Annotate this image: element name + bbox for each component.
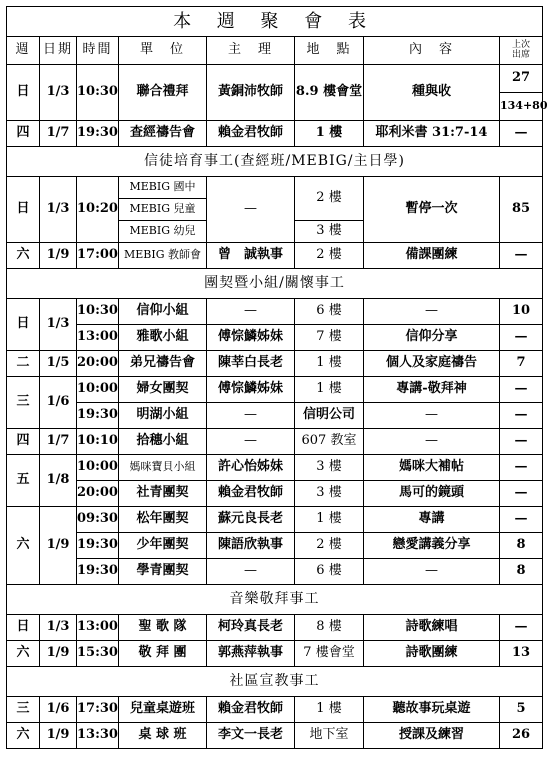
table-cell-place: 1 樓 [295,377,364,403]
table-cell-place: 1 樓 [295,507,364,533]
table-cell-unit: 學青團契 [119,559,207,585]
table-cell-attendance: 7 [500,351,543,377]
table-cell-date: 1/7 [40,429,77,455]
table-cell-time: 10:10 [77,429,119,455]
table-cell-unit: 拾穗小組 [119,429,207,455]
table-cell-host: 許心怡姊妹 [207,455,295,481]
section-heading-community: 社區宣教事工 [7,667,543,697]
table-cell-time: 19:30 [77,403,119,429]
table-cell-unit: 聯合禮拜 [119,65,207,121]
table-cell-content: 暫停一次 [364,177,500,243]
table-cell-place: 6 樓 [295,299,364,325]
table-cell-day: 日 [7,177,40,243]
table-cell-attendance: — [500,507,543,533]
table-cell-time: 13:00 [77,615,119,641]
table-cell-attendance: 134+80 [500,93,543,121]
table-cell-time: 20:00 [77,351,119,377]
table-cell-date: 1/9 [40,723,77,749]
table-cell-time: 13:00 [77,325,119,351]
table-cell-unit: 弟兄禱告會 [119,351,207,377]
table-cell-time: 10:00 [77,455,119,481]
header-date: 日期 [40,37,77,65]
table-cell-unit: 婦女團契 [119,377,207,403]
table-cell-attendance: — [500,377,543,403]
table-cell-time: 10:20 [77,177,119,243]
table-cell-unit: 查經禱告會 [119,121,207,147]
table-cell-attendance: 26 [500,723,543,749]
table-cell-day: 日 [7,615,40,641]
table-cell-content: 媽咪大補帖 [364,455,500,481]
table-cell-day: 四 [7,429,40,455]
table-cell-attendance: 5 [500,697,543,723]
table-cell-date: 1/6 [40,697,77,723]
table-cell-place: 信明公司 [295,403,364,429]
table-cell-place: 3 樓 [295,221,364,243]
header-day: 週 [7,37,40,65]
section-heading-fellowship: 團契暨小組/關懷事工 [7,269,543,299]
table-cell-time: 13:30 [77,723,119,749]
header-host: 主 理 [207,37,295,65]
table-cell-day: 三 [7,697,40,723]
header-time: 時間 [77,37,119,65]
table-cell-place: 2 樓 [295,243,364,269]
table-cell-day: 六 [7,243,40,269]
table-cell-content: — [364,559,500,585]
table-cell-unit: 松年團契 [119,507,207,533]
table-cell-day: 五 [7,455,40,507]
table-cell-date: 1/3 [40,615,77,641]
table-cell-date: 1/3 [40,177,77,243]
table-cell-attendance: 13 [500,641,543,667]
table-cell-time: 17:30 [77,697,119,723]
table-cell-unit: MEBIG 兒童 [119,199,207,221]
table-cell-date: 1/6 [40,377,77,429]
table-cell-place: 3 樓 [295,481,364,507]
table-cell-host: 郭燕萍執事 [207,641,295,667]
table-cell-content: 授課及練習 [364,723,500,749]
table-cell-time: 09:30 [77,507,119,533]
table-cell-host: 賴金君牧師 [207,697,295,723]
header-unit: 單 位 [119,37,207,65]
table-cell-date: 1/9 [40,641,77,667]
table-cell-time: 15:30 [77,641,119,667]
table-cell-attendance: — [500,243,543,269]
table-cell-attendance: — [500,325,543,351]
table-cell-place: 7 樓會堂 [295,641,364,667]
table-cell-place: 2 樓 [295,177,364,221]
table-cell-day: 三 [7,377,40,429]
table-cell-unit: MEBIG 教師會 [119,243,207,269]
section-heading-education: 信徒培育事工(查經班/MEBIG/主日學) [7,147,543,177]
table-cell-host: — [207,299,295,325]
table-cell-host: 陳語欣執事 [207,533,295,559]
table-cell-day: 四 [7,121,40,147]
table-cell-host: 蘇元良長老 [207,507,295,533]
table-cell-host: — [207,559,295,585]
table-cell-unit: 少年團契 [119,533,207,559]
table-cell-host: 曾 誠執事 [207,243,295,269]
table-cell-content: 戀愛講義分享 [364,533,500,559]
table-cell-unit: 明湖小組 [119,403,207,429]
table-cell-place: 8.9 樓會堂 [295,65,364,121]
table-cell-time: 10:30 [77,299,119,325]
page-title: 本 週 聚 會 表 [7,7,543,37]
table-cell-place: 1 樓 [295,697,364,723]
table-cell-host: — [207,177,295,243]
table-cell-time: 20:00 [77,481,119,507]
table-cell-unit: MEBIG 幼兒 [119,221,207,243]
table-cell-day: 二 [7,351,40,377]
table-cell-attendance: — [500,429,543,455]
table-cell-content: 聽故事玩桌遊 [364,697,500,723]
table-cell-unit: 敬 拜 團 [119,641,207,667]
table-cell-unit: 雅歌小組 [119,325,207,351]
table-cell-time: 19:30 [77,559,119,585]
table-cell-content: 種與收 [364,65,500,121]
table-cell-date: 1/3 [40,65,77,121]
table-cell-unit: 桌 球 班 [119,723,207,749]
table-cell-date: 1/9 [40,507,77,585]
table-cell-place: 3 樓 [295,455,364,481]
table-cell-attendance: — [500,403,543,429]
table-cell-day: 六 [7,641,40,667]
table-cell-host: 賴金君牧師 [207,121,295,147]
header-attendance: 上次 出席 [500,37,543,65]
table-cell-day: 日 [7,65,40,121]
table-cell-day: 六 [7,723,40,749]
table-cell-content: 個人及家庭禱告 [364,351,500,377]
section-heading-music: 音樂敬拜事工 [7,585,543,615]
table-cell-time: 10:00 [77,377,119,403]
table-cell-host: 李文一長老 [207,723,295,749]
table-cell-unit: 信仰小組 [119,299,207,325]
table-cell-day: 六 [7,507,40,585]
table-cell-unit: 聖 歌 隊 [119,615,207,641]
table-cell-attendance: — [500,481,543,507]
table-cell-host: 黃銅沛牧師 [207,65,295,121]
table-cell-unit: 兒童桌遊班 [119,697,207,723]
table-cell-content: 馬可的鏡頭 [364,481,500,507]
table-cell-time: 17:00 [77,243,119,269]
table-cell-place: 2 樓 [295,533,364,559]
table-cell-time: 19:30 [77,121,119,147]
table-cell-unit: MEBIG 國中 [119,177,207,199]
table-cell-place: 6 樓 [295,559,364,585]
weekly-meeting-table-frame [6,6,548,749]
table-cell-content: 詩歌練唱 [364,615,500,641]
table-cell-place: 地下室 [295,723,364,749]
table-cell-attendance: 8 [500,559,543,585]
table-cell-content: 專講 [364,507,500,533]
table-cell-content: 耶利米書 31:7-14 [364,121,500,147]
table-cell-content: 專講-敬拜神 [364,377,500,403]
table-cell-host: 柯玲真長老 [207,615,295,641]
table-cell-unit: 社青團契 [119,481,207,507]
table-cell-unit: 媽咪寶貝小組 [119,455,207,481]
table-cell-host: — [207,429,295,455]
table-cell-place: 1 樓 [295,351,364,377]
table-cell-content: — [364,429,500,455]
table-cell-attendance: 8 [500,533,543,559]
table-cell-date: 1/7 [40,121,77,147]
table-cell-host: — [207,403,295,429]
table-cell-content: — [364,403,500,429]
table-cell-host: 陳莘白長老 [207,351,295,377]
table-cell-host: 傅悰鱗姊妹 [207,325,295,351]
weekly-meeting-table [6,6,548,749]
table-cell-attendance: — [500,615,543,641]
table-cell-time: 19:30 [77,533,119,559]
table-cell-date: 1/8 [40,455,77,507]
table-cell-time: 10:30 [77,65,119,121]
table-cell-content: 詩歌團練 [364,641,500,667]
table-cell-day: 日 [7,299,40,351]
table-cell-date: 1/3 [40,299,77,351]
table-cell-attendance: — [500,121,543,147]
table-cell-attendance: 27 [500,65,543,93]
table-cell-attendance: 10 [500,299,543,325]
table-cell-date: 1/5 [40,351,77,377]
table-cell-host: 傅悰鱗姊妹 [207,377,295,403]
table-cell-place: 607 教室 [295,429,364,455]
header-content: 內 容 [364,37,500,65]
table-cell-content: 備課團練 [364,243,500,269]
table-cell-place: 7 樓 [295,325,364,351]
table-cell-content: — [364,299,500,325]
table-cell-host: 賴金君牧師 [207,481,295,507]
table-cell-place: 1 樓 [295,121,364,147]
table-cell-attendance: 85 [500,177,543,243]
table-cell-date: 1/9 [40,243,77,269]
table-cell-place: 8 樓 [295,615,364,641]
header-place: 地 點 [295,37,364,65]
table-cell-content: 信仰分享 [364,325,500,351]
table-cell-attendance: — [500,455,543,481]
